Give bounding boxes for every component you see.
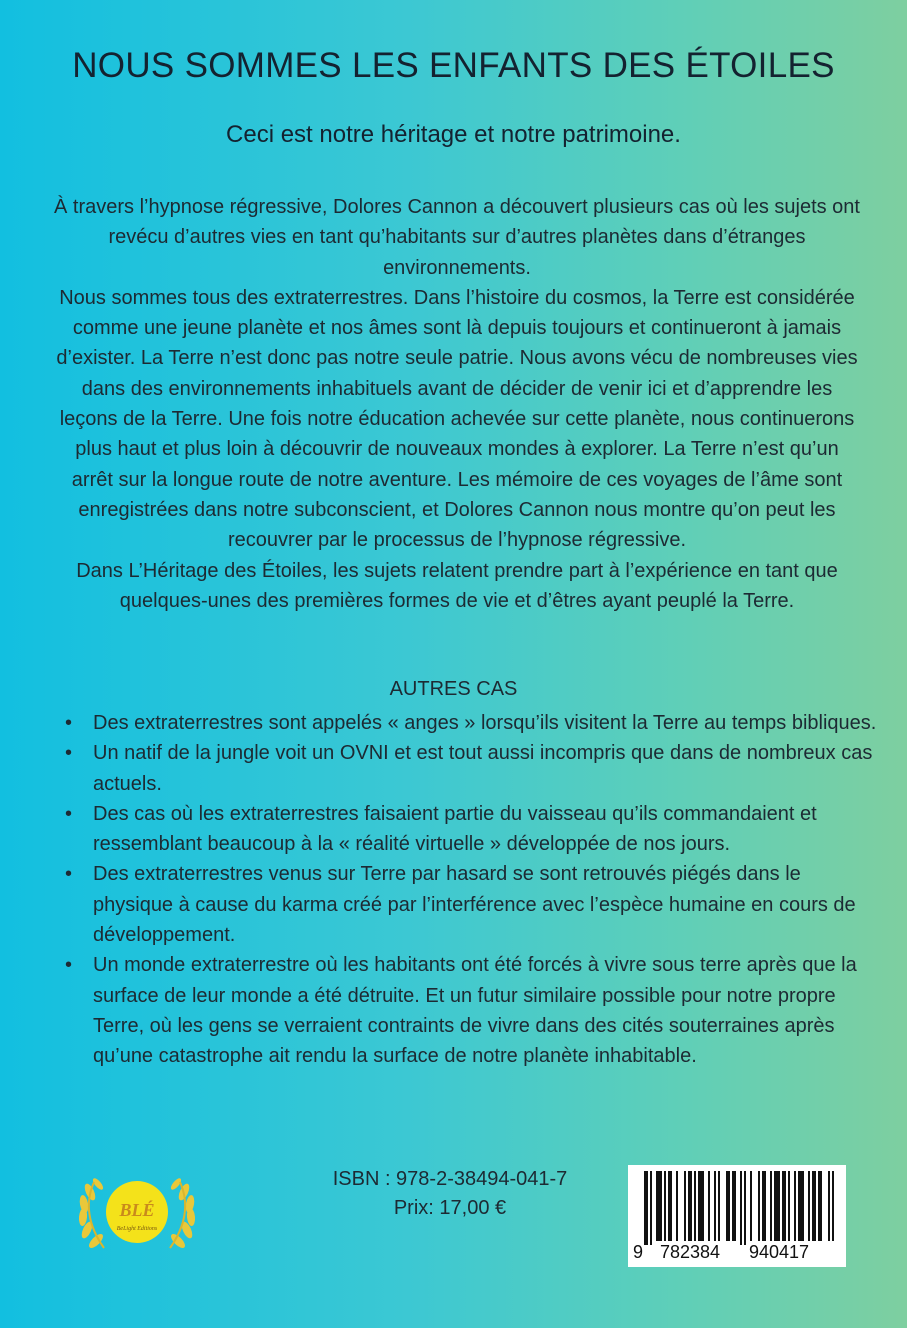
book-title: NOUS SOMMES LES ENFANTS DES ÉTOILES	[72, 46, 835, 85]
description-body	[52, 192, 862, 616]
barcode-bar	[828, 1171, 830, 1241]
other-cases-list	[62, 708, 882, 1072]
barcode-bar	[714, 1171, 716, 1241]
description-paragraph: Nous sommes tous des extraterrestres. Dans l’histoire du cosmos, la Terre est considérée comme une jeune planète et nos âmes sont là depuis toujours et continueront à jamais d’exister. La Terre n’est donc pas notre seule patrie. Nous avons vécu de nombreuses vies dans des environnements inhabituels avant de décider de venir ici et d’apprendre les leçons de la Terre. Une fois notre éducation achevée sur cette planète, nous continuerons plus haut et plus loin à découvrir de nouveaux mondes à explorer. La Terre n’est qu’un arrêt sur la longue route de notre aventure. Les mémoire de ces voyages de l’âme sont enregistrées dans notre subconscient, et Dolores Cannon nous montre qu’on peut les recouvrer par le processus de l’hypnose régressive.	[56, 286, 858, 552]
case-text: Des extraterrestres sont appelés « anges » lorsqu’ils visitent la Terre au temps bibliques.	[93, 712, 877, 734]
barcode-bar	[656, 1171, 662, 1241]
price-label: Prix: 17,00 €	[393, 1197, 507, 1219]
barcode-bar	[650, 1171, 652, 1245]
barcode-bar	[644, 1171, 648, 1245]
logo-tagline: BeLight Editions	[116, 1226, 158, 1232]
case-text: Un natif de la jungle voit un OVNI et est tout aussi incompris que dans de nombreux cas actuels.	[93, 742, 873, 795]
case-text: Des cas où les extraterrestres faisaient partie du vaisseau qu’ils commandaient et ressemblant beaucoup à la « réalité virtuelle » développée de nos jours.	[93, 802, 817, 856]
barcode-bar	[708, 1171, 710, 1241]
bullet-icon: •	[65, 802, 73, 825]
barcode-bar	[726, 1171, 730, 1241]
case-item	[62, 738, 882, 799]
logo-monogram: BLÉ	[119, 1200, 155, 1220]
barcode-bar	[758, 1171, 760, 1241]
laurel-wreath-logo-icon	[74, 1170, 200, 1256]
barcode-bar	[718, 1171, 720, 1241]
barcode-bar	[762, 1171, 766, 1241]
barcode-bar	[808, 1171, 810, 1241]
bullet-icon: •	[65, 712, 73, 734]
barcode-bar	[732, 1171, 736, 1241]
barcode-left-digits: 782384	[660, 1242, 721, 1262]
description-paragraph: Dans L’Héritage des Étoiles, les sujets relatent prendre part à l’expérience en tant que quelques-unes des premières formes de vie et d’êtres ayant peuplé la Terre.	[76, 559, 838, 612]
publisher-logo	[74, 1170, 200, 1256]
barcode-bar	[750, 1171, 752, 1241]
barcode-bar	[782, 1171, 786, 1241]
description-paragraph: À travers l’hypnose régressive, Dolores Cannon a découvert plusieurs cas où les sujets ont revécu d’autres vies en tant qu’habitants sur d’autres planètes dans d’étranges environnements.	[54, 196, 860, 279]
barcode	[628, 1165, 846, 1267]
barcode-lead-digit: 9	[633, 1242, 644, 1262]
other-cases-heading: AUTRES CAS	[389, 678, 518, 700]
barcode-bar	[688, 1171, 692, 1241]
barcode-bar	[774, 1171, 780, 1241]
case-text: Des extraterrestres venus sur Terre par hasard se sont retrouvés piégés dans le physique à cause du karma créé par l’interférence avec l’espèce humaine en cours de développement.	[93, 863, 856, 947]
bullet-icon: •	[65, 954, 73, 977]
barcode-bar	[818, 1171, 822, 1241]
barcode-bar	[698, 1171, 704, 1241]
bullet-icon: •	[65, 742, 73, 765]
case-text: Un monde extraterrestre où les habitants ont été forcés à vivre sous terre après que la surface de leur monde a été détruite. Et un futur similaire possible pour notre propre Terre, où les gens se verraient contraints de vivre dans des cités souterraines après qu’une catastrophe ait rendu la surface de notre planète inhabitable.	[93, 954, 857, 1068]
barcode-bars	[628, 1165, 846, 1245]
case-item	[62, 950, 882, 1071]
book-subtitle: Ceci est notre héritage et notre patrimoine.	[226, 121, 681, 148]
case-item	[62, 799, 882, 860]
barcode-bar	[668, 1171, 672, 1241]
bullet-icon: •	[65, 863, 73, 886]
case-item	[62, 708, 882, 738]
barcode-bar	[740, 1171, 742, 1245]
barcode-bar	[812, 1171, 816, 1241]
case-item	[62, 859, 882, 950]
barcode-bar	[770, 1171, 772, 1241]
barcode-bar	[798, 1171, 804, 1241]
barcode-bar	[676, 1171, 678, 1241]
barcode-right-digits: 940417	[749, 1242, 810, 1262]
barcode-bar	[664, 1171, 666, 1241]
barcode-bar	[832, 1171, 834, 1241]
barcode-bar	[788, 1171, 790, 1241]
barcode-bar	[744, 1171, 746, 1245]
barcode-bar	[794, 1171, 796, 1241]
isbn-label: ISBN : 978-2-38494-041-7	[332, 1168, 568, 1190]
barcode-bar	[694, 1171, 696, 1241]
barcode-bar	[684, 1171, 686, 1241]
